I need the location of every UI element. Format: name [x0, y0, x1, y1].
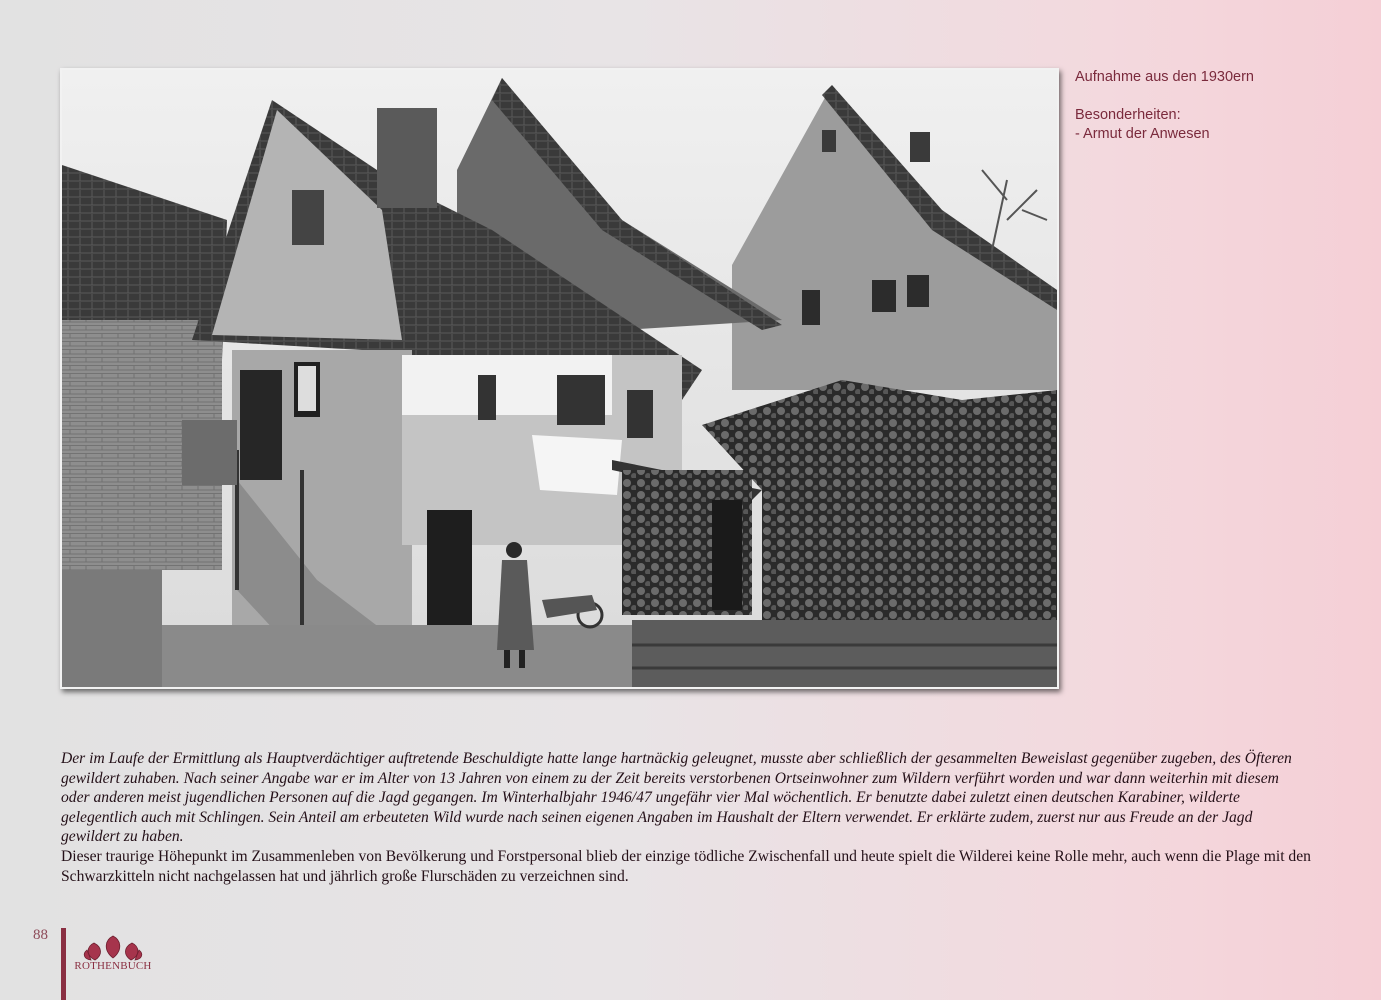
- photo-caption: [1075, 68, 1365, 144]
- paragraph-main: Dieser traurige Höhepunkt im Zusammenleben von Bevölkerung und Forstpersonal blieb der einzige tödliche Zwischenfall und heute spielt die Wilderei keine Rolle mehr, auch wenn die Plage mit den Schwarzkitteln nicht nachgelassen hat und jährlich große Flurschäden zu verzeichnen sind.: [61, 847, 1311, 885]
- caption-heading: Besonderheiten:: [1075, 107, 1181, 123]
- footer-rule: [61, 928, 66, 1000]
- caption-date: Aufnahme aus den 1930ern: [1075, 69, 1254, 85]
- page-number: 88: [33, 927, 48, 943]
- paragraph-quote: Der im Laufe der Ermittlung als Hauptverdächtiger auftretende Beschuldigte hatte lange hartnäckig geleugnet, musste aber schließlich der gesammelten Beweislast gegenüber zugeben, des Öfteren gewildert zuhaben. Nach seiner Angabe war er im Alter von 13 Jahren von einem zu der Zeit bereits verstorbenen Ortseinwohner zum Wildern verführt worden und war dann weiterhin mit diesem oder anderen meist jugendlichen Personen auf die Jagd gegangen. Im Winterhalbjahr 1946/47 ungefähr vier Mal wöchentlich. Er benutzte dabei zuletzt einen deutschen Karabiner, wilderte gelegentlich auch mit Schlingen. Sein Anteil am erbeuteten Wild wurde nach seinen eigenen Angaben im Haushalt der Eltern verwendet. Er erklärte zudem, zuerst nur aus Freude an der Jagd gewildert zu haben.: [61, 750, 1292, 846]
- logo-text: ROTHENBUCH: [74, 960, 152, 972]
- article-body: [61, 749, 1311, 886]
- caption-detail: - Armut der Anwesen: [1075, 126, 1210, 142]
- village-photo-illustration: [62, 70, 1057, 687]
- historic-photo: [60, 68, 1059, 689]
